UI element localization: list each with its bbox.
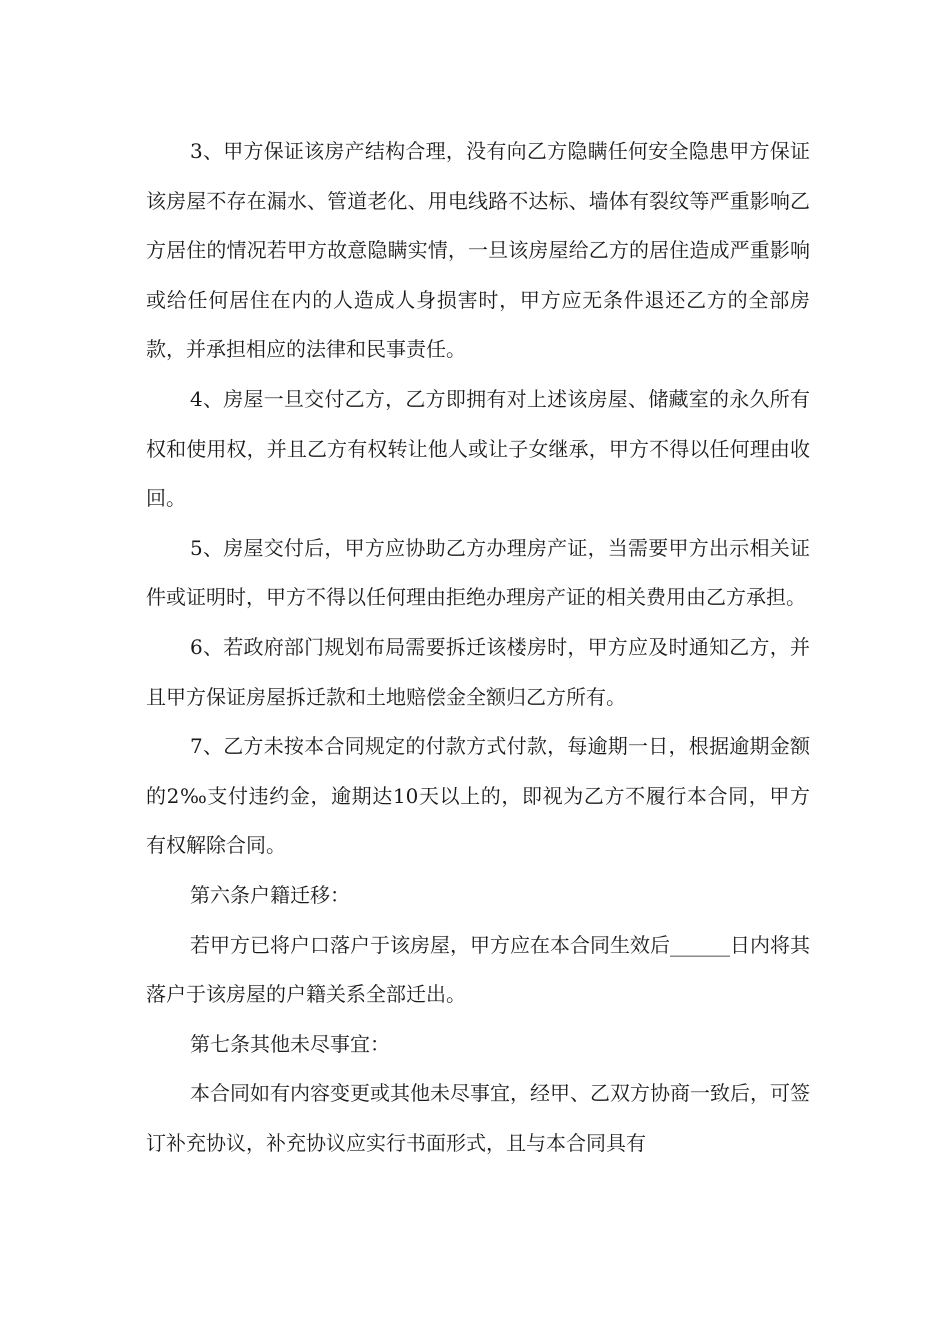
clause-4-paragraph: 4、房屋一旦交付乙方，乙方即拥有对上述该房屋、储藏室的永久所有权和使用权，并且乙方有权转让他人或让子女继承，甲方不得以任何理由收回。: [146, 386, 810, 511]
clause-5-paragraph: 5、房屋交付后，甲方应协助乙方办理房产证，当需要甲方出示相关证件或证明时，甲方不得以任何理由拒绝办理房产证的相关费用由乙方承担。: [146, 535, 810, 610]
clause-6-paragraph: 6、若政府部门规划布局需要拆迁该楼房时，甲方应及时通知乙方，并且甲方保证房屋拆迁款和土地赔偿金全额归乙方所有。: [146, 634, 810, 709]
article-6-paragraph: 若甲方已将户口落户于该房屋，甲方应在本合同生效后______日内将其落户于该房屋的户籍关系全部迁出。: [146, 932, 810, 1007]
article-7-paragraph: 本合同如有内容变更或其他未尽事宜，经甲、乙双方协商一致后，可签订补充协议，补充协议应实行书面形式，且与本合同具有: [146, 1081, 810, 1155]
contract-body: [146, 127, 810, 1168]
clause-7-paragraph: 7、乙方未按本合同规定的付款方式付款，每逾期一日，根据逾期金额的2‰支付违约金，逾期达10天以上的，即视为乙方不履行本合同，甲方有权解除合同。: [146, 734, 810, 858]
article-6-heading: 第六条户籍迁移：: [190, 882, 350, 907]
clause-3-paragraph: 3、甲方保证该房产结构合理，没有向乙方隐瞒任何安全隐患甲方保证该房屋不存在漏水、管道老化、用电线路不达标、墙体有裂纹等严重影响乙方居住的情况若甲方故意隐瞒实情，一旦该房屋给乙方的居住造成严重影响或给任何居住在内的人造成人身损害时，甲方应无条件退还乙方的全部房款，并承担相应的法律和民事责任。: [146, 139, 810, 362]
article-7-heading: 第七条其他未尽事宜：: [190, 1031, 390, 1056]
